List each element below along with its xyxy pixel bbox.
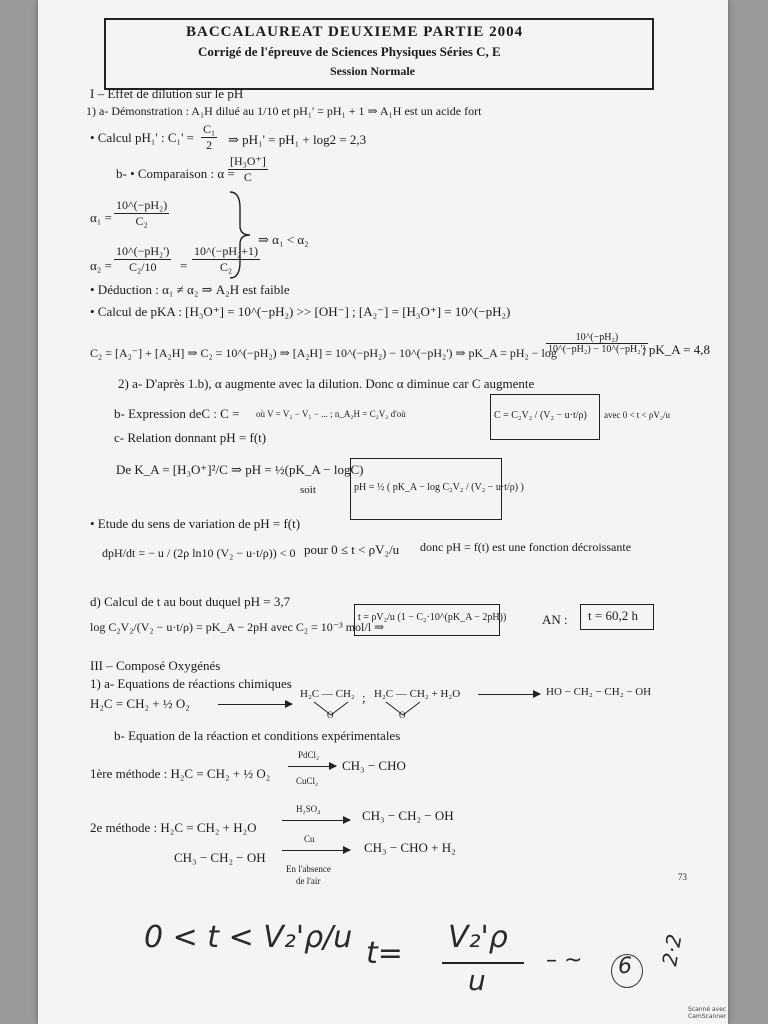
compare-result: ⇒ α₁ < α₂	[258, 232, 309, 247]
alpha2-equals: =	[180, 258, 188, 273]
eq1-sep: ;	[362, 690, 366, 705]
etude-heading: • Etude du sens de variation de pH = f(t)	[90, 516, 301, 531]
derivative-cond: pour 0 ≤ t < ρV₂/u	[304, 542, 400, 557]
method3-cat-top: Cu	[304, 834, 315, 844]
handwritten-inequality: 0 < t < V₂'ρ/u	[144, 920, 353, 955]
pka-result: ; pK_A = 4,8	[642, 342, 711, 357]
handwritten-dash: – ~	[546, 948, 583, 973]
method3-cat-bot1: En l'absence	[286, 864, 331, 874]
part2d-box-text: t = ρV₂/u (1 − C₂·10^(pK_A − 2pH))	[358, 612, 507, 623]
calcul-ph-frac: $\frac{\text{C₁}}{2}$	[203, 122, 216, 152]
part2b-mid: où V = V₂ − V₁ − ... ; n_A₂H = C₂V₂ d'où	[256, 409, 406, 419]
part2c-line: De K_A = [H₃O⁺]²/C ⇒ pH = ½(pK_A − logC)	[116, 462, 364, 477]
deduction: • Déduction : α₁ ≠ α₂ ⇒ A₂H est faible	[90, 282, 290, 297]
eq1-r2: H₂C — CH₂ + H₂O	[374, 688, 461, 700]
page-number: 73	[678, 872, 687, 882]
part2a: 2) a- D'après 1.b), α augmente avec la dilution. Donc α diminue car C augmente	[118, 376, 535, 391]
part2b-box-text: C = C₂V₂ / (V₂ − u·t/ρ)	[494, 410, 587, 421]
scanner-footer: Scanné avec CamScanner	[688, 1006, 727, 1020]
eq1-r2-product: HO − CH₂ − CH₂ − OH	[546, 686, 652, 698]
header-subtitle: Corrigé de l'épreuve de Sciences Physiques Séries C, E	[198, 44, 501, 59]
derivative: dpH/dt = − u / (2ρ ln10 (V₂ − u·t/ρ)) < 0	[102, 546, 296, 560]
eq1-oxy: O	[327, 710, 334, 720]
an-label: AN :	[542, 612, 568, 627]
alpha2-label: α₂ =	[90, 258, 112, 273]
method3-left: CH₃ − CH₂ − OH	[174, 850, 266, 865]
derivative-conclusion: donc pH = f(t) est une fonction décroissante	[420, 540, 632, 554]
alpha-frac: $\frac{\text{[H₃O⁺]}}{C}$	[230, 154, 266, 184]
part2b-label: b- Expression deC : C =	[114, 406, 240, 421]
method2-cat-top: H₂SO₄	[296, 804, 321, 814]
method2-arrow	[282, 820, 350, 821]
part2b-cond: avec 0 < t < ρV₂/u	[604, 410, 671, 420]
alpha1-label: α₁ =	[90, 210, 112, 225]
part2d-label: d) Calcul de t au bout duquel pH = 3,7	[90, 594, 291, 609]
comparaison-label: b- • Comparaison : α =	[116, 166, 235, 181]
an-value: t = 60,2 h	[588, 608, 638, 623]
method3-cat-bot2: de l'air	[296, 876, 321, 886]
eq1-r2-oxy: O	[399, 710, 406, 720]
handwritten-den: u	[468, 964, 486, 997]
method1-arrow	[288, 766, 336, 767]
eq1-r2-arrow	[478, 694, 540, 695]
method3-product: CH₃ − CHO + H₂	[364, 840, 456, 855]
calcul-ph-rest: ⇒ pH₁' = pH₁ + log2 = 2,3	[228, 132, 367, 147]
part2c-soit: soit	[300, 484, 316, 496]
section3-a-label: 1) a- Equations de réactions chimiques	[90, 676, 292, 691]
section3-heading: III – Composé Oxygénés	[90, 658, 221, 673]
document-sheet	[38, 0, 728, 1024]
calcul-ph-label: • Calcul pH₁' : C₁' =	[90, 130, 194, 145]
section1-line1: 1) a- Démonstration : A₁H dilué au 1/10 et pH₁' = pH₁ + 1 ⇒ A₁H est un acide fort	[86, 104, 482, 118]
part2c-box-text: pH = ½ ( pK_A − log C₂V₂ / (V₂ − u·t/ρ) )	[354, 482, 524, 493]
handwritten-t-equals: t=	[366, 936, 403, 971]
pka-line: • Calcul de pKA : [H₃O⁺] = 10^(−pH₂) >> [OH⁻] ; [A₂⁻] = [H₃O⁺] = 10^(−pH₂)	[90, 304, 511, 319]
c2-frac: $\frac{\text{10\textasciicircum{}(−pH₂)}}{\text{10\textasciicircum{}(−pH₂) − 10\textasciicircum{}(−pH₂')}}$	[548, 332, 646, 355]
section3-b-label: b- Equation de la réaction et conditions expérimentales	[114, 728, 401, 743]
section1-heading: I – Effet de dilution sur le pH	[90, 86, 244, 101]
header-title: BACCALAUREAT DEUXIEME PARTIE 2004	[186, 24, 524, 40]
alpha2b-frac: $\frac{\text{10\textasciicircum{}(−pH₂+1)}}{\text{C₂}}$	[194, 244, 259, 274]
brace-icon	[226, 190, 256, 280]
eq1-left: H₂C = CH₂ + ½ O₂	[90, 696, 190, 711]
page-circle-number: 6	[618, 954, 632, 979]
method1-cat-top: PdCl₂	[298, 750, 320, 760]
method1: 1ère méthode : H₂C = CH₂ + ½ O₂	[90, 766, 271, 781]
header-session: Session Normale	[330, 64, 415, 78]
eq1-product: H₂C — CH₂	[300, 688, 355, 700]
method2-product: CH₃ − CH₂ − OH	[362, 808, 454, 823]
method3-arrow	[282, 850, 350, 851]
alpha1-frac: $\frac{\text{10\textasciicircum{}(−pH₂)}}{\text{C₂}}$	[116, 198, 168, 228]
part2c-label: c- Relation donnant pH = f(t)	[114, 430, 267, 445]
part2d-eq: log C₂V₂/(V₂ − u·t/ρ) = pK_A − 2pH avec C₂ = 10⁻³ mol/l ⇒	[90, 620, 385, 634]
c2-line: C₂ = [A₂⁻] + [A₂H] ⇒ C₂ = 10^(−pH₂) ⇒ [A₂H] = 10^(−pH₂) − 10^(−pH₂') ⇒ pK_A = pH₂ − log	[90, 346, 557, 360]
eq1-arrow	[218, 704, 292, 705]
method1-cat-bot: CuCl₂	[296, 776, 319, 786]
method1-product: CH₃ − CHO	[342, 758, 406, 773]
method2: 2e méthode : H₂C = CH₂ + H₂O	[90, 820, 257, 835]
alpha2-frac: $\frac{\text{10\textasciicircum{}(−pH₂')}}{\text{C₂/10}}$	[116, 244, 170, 274]
handwritten-num: V₂'ρ	[448, 920, 508, 955]
margin-note: 2·2	[657, 932, 687, 968]
